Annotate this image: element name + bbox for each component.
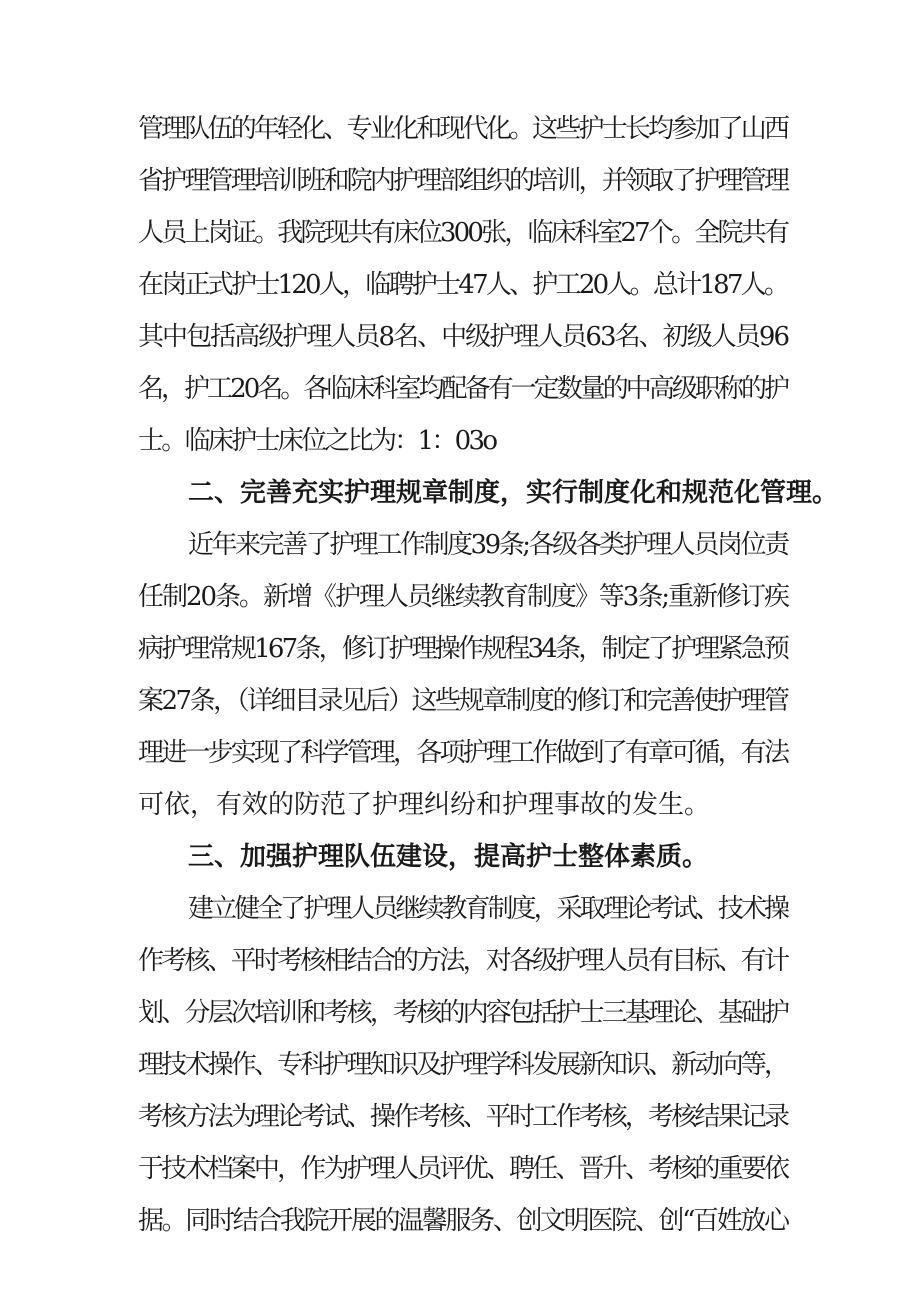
text-line: 名，护工20名。各临床科室均配备有一定数量的中高级职称的护: [138, 374, 788, 404]
text-line: 士。临床护士床位之比为：1：03o: [138, 426, 496, 456]
text-line: 案27条，（详细目录见后）这些规章制度的修订和完善使护理管: [138, 686, 788, 716]
text-line: 任制20条。新增《护理人员继续教育制度》等3条;重新修订疾: [138, 582, 788, 612]
text-line: 在岗正式护士120人，临聘护士47人、护工20人。总计187人。: [138, 270, 788, 300]
text-line: 理技术操作、专科护理知识及护理学科发展新知识、新动向等，: [138, 1050, 788, 1080]
text-line: 于技术档案中，作为护理人员评优、聘任、晋升、考核的重要依: [138, 1154, 788, 1184]
text-line: 病护理常规167条，修订护理操作规程34条，制定了护理紧急预: [138, 634, 788, 664]
text-line: 人员上岗证。我院现共有床位300张，临床科室27个。全院共有: [138, 218, 788, 248]
section-heading: 二、完善充实护理规章制度，实行制度化和规范化管理。: [188, 478, 839, 508]
text-line: 近年来完善了护理工作制度39条;各级各类护理人员岗位责: [188, 530, 788, 560]
text-line: 据。同时结合我院开展的温馨服务、创文明医院、创“百姓放心: [138, 1206, 788, 1236]
text-line: 其中包括高级护理人员8名、中级护理人员63名、初级人员96: [138, 322, 789, 352]
text-line: 理进一步实现了科学管理，各项护理工作做到了有章可循，有法: [138, 738, 788, 768]
text-line: 划、分层次培训和考核，考核的内容包括护士三基理论、基础护: [138, 998, 788, 1028]
text-line: 可依，有效的防范了护理纠纷和护理事故的发生。: [138, 790, 711, 820]
text-line: 管理队伍的年轻化、专业化和现代化。这些护士长均参加了山西: [138, 114, 788, 144]
text-line: 省护理管理培训班和院内护理部组织的培训，并领取了护理管理: [138, 166, 788, 196]
text-line: 考核方法为理论考试、操作考核、平时工作考核，考核结果记录: [138, 1102, 788, 1132]
section-heading: 三、加强护理队伍建设，提高护士整体素质。: [188, 842, 709, 872]
text-line: 作考核、平时考核相结合的方法，对各级护理人员有目标、有计: [138, 946, 788, 976]
text-line: 建立健全了护理人员继续教育制度，采取理论考试、技术操: [188, 894, 788, 924]
